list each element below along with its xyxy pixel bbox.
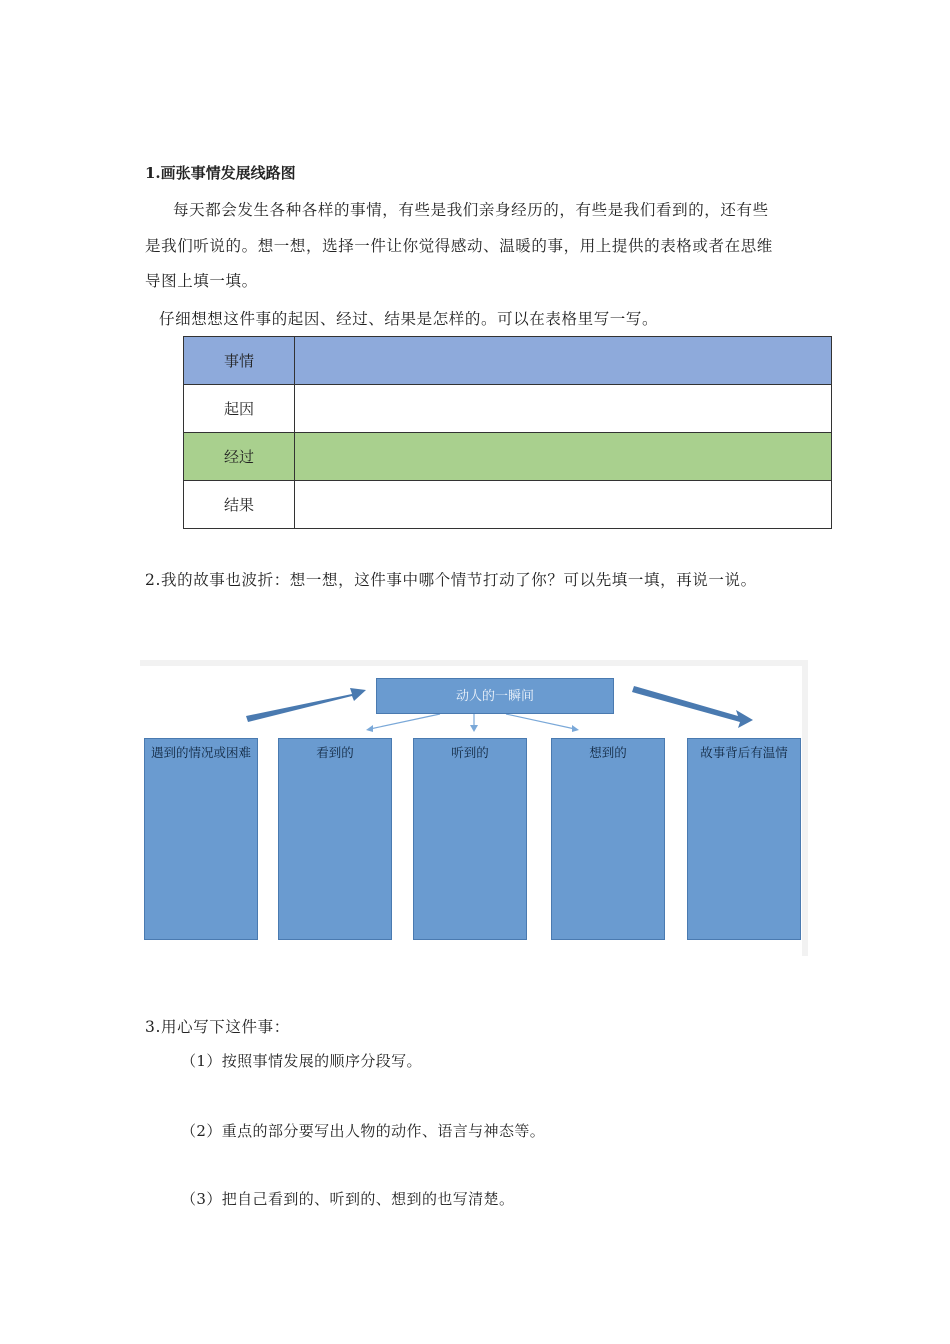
list-item: （1）按照事情发展的顺序分段写。 <box>181 1052 422 1070</box>
column-box-thought[interactable]: 想到的 <box>551 738 665 940</box>
section1-paragraph2: 仔细想想这件事的起因、经过、结果是怎样的。可以在表格里写一写。 <box>159 310 659 328</box>
event-table <box>183 336 832 529</box>
column-box-seen[interactable]: 看到的 <box>278 738 392 940</box>
table-cell-input[interactable] <box>295 385 832 433</box>
section1-title: 1.画张事情发展线路图 <box>145 164 296 182</box>
moment-box: 动人的一瞬间 <box>376 678 614 714</box>
mind-map-diagram <box>140 660 808 956</box>
section2-title: 2.我的故事也波折：想一想，这件事中哪个情节打动了你？可以先填一填，再说一说。 <box>145 571 757 589</box>
table-row <box>184 385 832 433</box>
table-row <box>184 481 832 529</box>
table-row <box>184 337 832 385</box>
section3-title: 3.用心写下这件事： <box>145 1018 290 1036</box>
thin-arrow-right-head <box>572 725 579 732</box>
section1-paragraph-line1: 每天都会发生各种各样的事情，有些是我们亲身经历的，有些是我们看到的，还有些 <box>173 201 769 219</box>
table-label: 经过 <box>184 433 295 481</box>
thin-arrow-left <box>370 714 440 729</box>
column-box-difficulty[interactable]: 遇到的情况或困难 <box>144 738 258 940</box>
diagram-canvas <box>140 666 802 956</box>
table-label: 起因 <box>184 385 295 433</box>
section1-paragraph-line2: 是我们听说的。想一想，选择一件让你觉得感动、温暖的事，用上提供的表格或者在思维 <box>145 237 773 255</box>
thin-arrow-center-head <box>470 725 478 732</box>
column-box-warmth[interactable]: 故事背后有温情 <box>687 738 801 940</box>
thin-arrow-right <box>506 714 575 729</box>
column-box-heard[interactable]: 听到的 <box>413 738 527 940</box>
list-item: （3）把自己看到的、听到的、想到的也写清楚。 <box>181 1190 515 1208</box>
table-label: 结果 <box>184 481 295 529</box>
big-arrow-right <box>632 686 753 728</box>
table-cell-input[interactable] <box>295 337 832 385</box>
big-arrow-left <box>246 688 366 722</box>
section1-paragraph-line3: 导图上填一填。 <box>145 272 258 290</box>
table-label: 事情 <box>184 337 295 385</box>
table-cell-input[interactable] <box>295 481 832 529</box>
list-item: （2）重点的部分要写出人物的动作、语言与神态等。 <box>181 1122 546 1140</box>
table-cell-input[interactable] <box>295 433 832 481</box>
thin-arrow-left-head <box>366 725 373 732</box>
table-row <box>184 433 832 481</box>
